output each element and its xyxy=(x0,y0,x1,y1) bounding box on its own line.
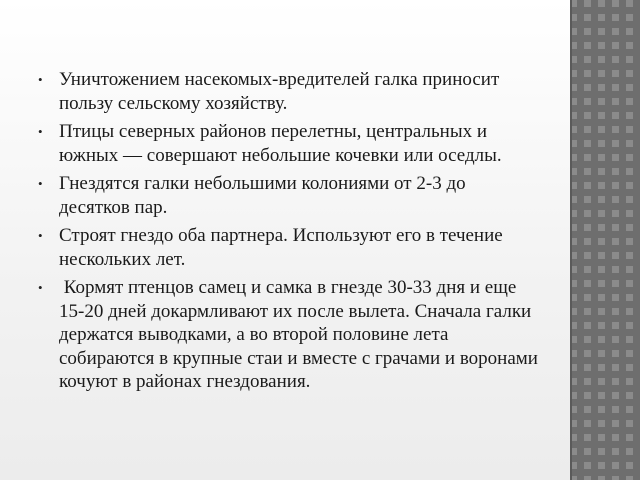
bullet-list xyxy=(38,68,543,399)
bullet-icon: • xyxy=(38,176,43,191)
bullet-icon: • xyxy=(38,124,43,139)
decorative-pattern-strip xyxy=(570,0,640,480)
bullet-text: Кормят птенцов самец и самка в гнезде 30-33 дня и еще 15-20 дней докармливают их после вылета. Сначала галки держатся выводками, а во второй половине лета собираются в крупные стаи и вместе с грачами и воронами кочуют в районах гнездования. xyxy=(59,277,543,392)
list-item xyxy=(38,224,538,271)
list-item xyxy=(38,172,538,219)
bullet-icon: • xyxy=(38,72,43,87)
bullet-text: Строят гнездо оба партнера. Используют его в течение нескольких лет. xyxy=(59,225,508,270)
bullet-text: Уничтожением насекомых-вредителей галка приносит пользу сельскому хозяйству. xyxy=(59,69,505,114)
bullet-icon: • xyxy=(38,228,43,243)
list-item xyxy=(38,276,543,394)
bullet-text: Птицы северных районов перелетны, центральных и южных — совершают небольшие кочевки или оседлы. xyxy=(59,121,502,166)
list-item xyxy=(38,120,538,167)
bullet-icon: • xyxy=(38,280,43,295)
list-item xyxy=(38,68,538,115)
bullet-text: Гнездятся галки небольшими колониями от 2-3 до десятков пар. xyxy=(59,173,471,218)
